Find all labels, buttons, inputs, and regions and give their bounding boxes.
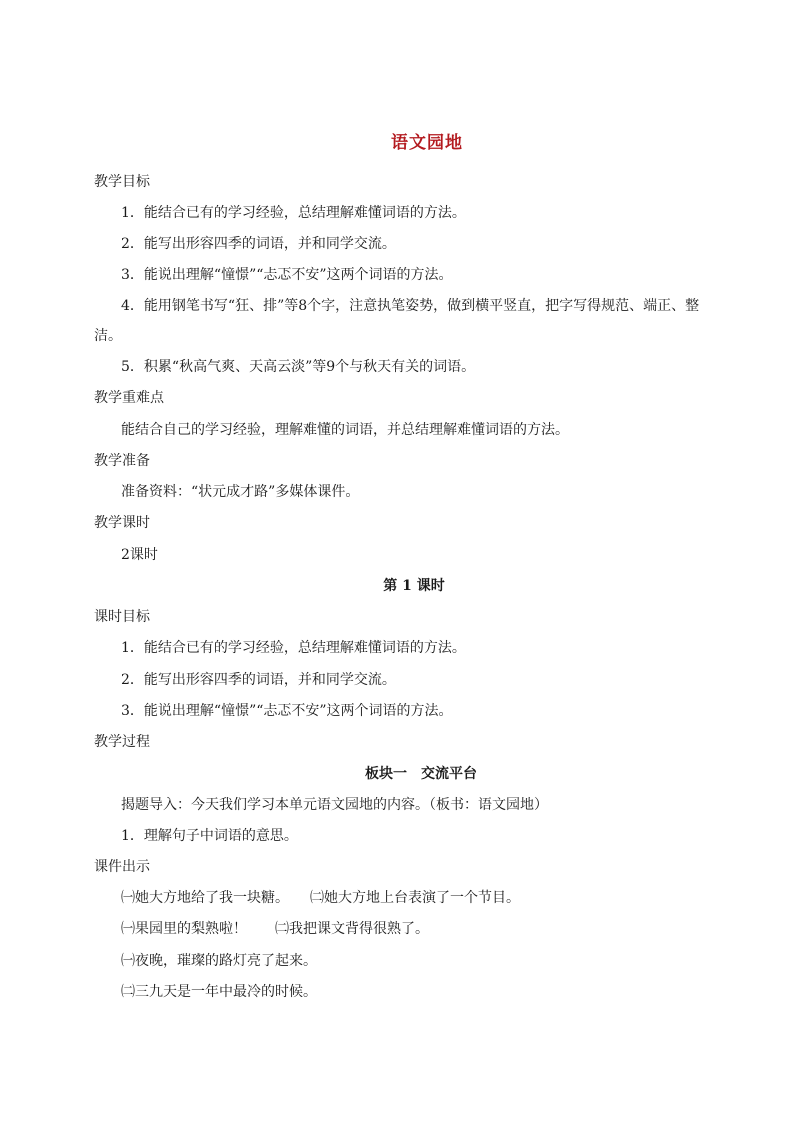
example-sentence: ㈡三九天是一年中最冷的时候。 [121,984,317,1000]
process-heading: 教学过程 [94,734,150,750]
goal-item: 4．能用钢笔书写“狂、排”等8个字，注意执笔姿势，做到横平竖直，把字写得规范、端正、整 [121,298,700,314]
example-sentence: ㈠她大方地给了我一块糖。 ㈡她大方地上台表演了一个节目。 [121,890,520,906]
example-sentence: ㈠夜晚，璀璨的路灯亮了起来。 [121,953,317,969]
step1-text: 1．理解句子中词语的意思。 [121,828,298,844]
example-sentence: ㈠果园里的梨熟啦！ ㈡我把课文背得很熟了。 [121,921,429,937]
lesson-goals-heading: 课时目标 [94,609,150,625]
hours-heading: 教学课时 [94,515,150,531]
courseware-heading: 课件出示 [94,859,150,875]
hours-text: 2课时 [121,547,158,563]
lesson1-heading: 第 1 课时 [383,578,445,594]
goals-heading: 教学目标 [94,174,150,190]
goal-item-continued: 洁。 [94,328,122,344]
goal-item: 5．积累“秋高气爽、天高云淡”等9个与秋天有关的词语。 [121,359,476,375]
key-heading: 教学重难点 [94,390,164,406]
prep-text: 准备资料：“状元成才路”多媒体课件。 [121,484,360,500]
prep-heading: 教学准备 [94,453,150,469]
goal-item: 3．能说出理解“憧憬”“忐忑不安”这两个词语的方法。 [121,267,453,283]
lesson-goal-item: 2．能写出形容四季的词语，并和同学交流。 [121,672,396,688]
goal-item: 1．能结合已有的学习经验，总结理解难懂词语的方法。 [121,205,466,221]
block1-heading: 板块一 交流平台 [365,766,477,782]
goal-item: 2．能写出形容四季的词语，并和同学交流。 [121,236,396,252]
intro-text: 揭题导入：今天我们学习本单元语文园地的内容。（板书：语文园地） [121,797,548,813]
lesson-goal-item: 3．能说出理解“憧憬”“忐忑不安”这两个词语的方法。 [121,703,453,719]
lesson-goal-item: 1．能结合已有的学习经验，总结理解难懂词语的方法。 [121,640,466,656]
key-text: 能结合自己的学习经验，理解难懂的词语，并总结理解难懂词语的方法。 [121,422,569,438]
document-title: 语文园地 [391,133,463,153]
